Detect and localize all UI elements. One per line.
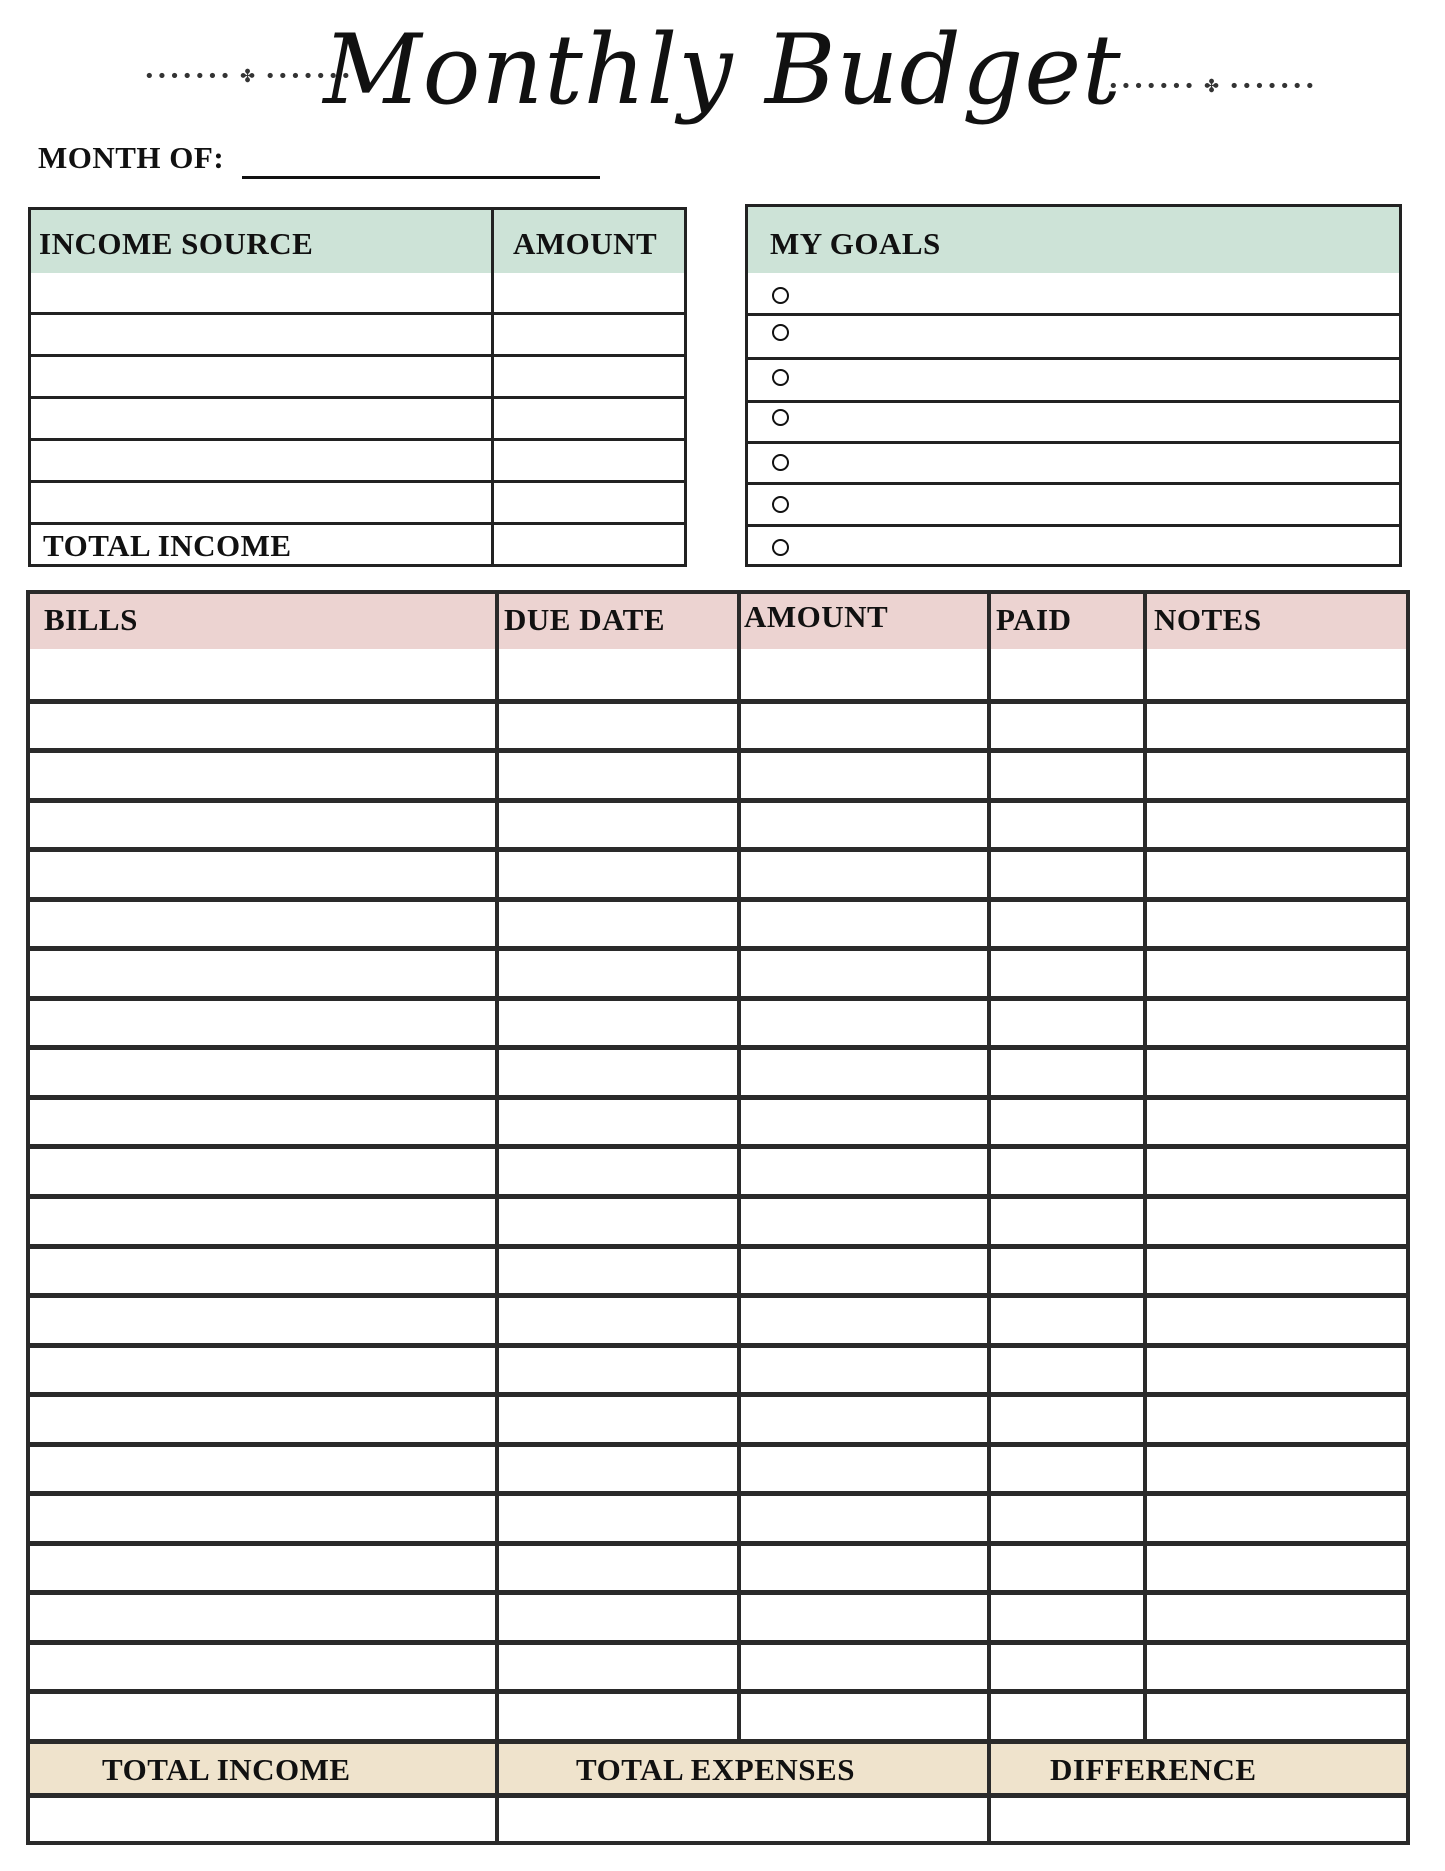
goals-row-line bbox=[748, 357, 1399, 360]
bills-row-line bbox=[30, 946, 1406, 951]
income-amount-header: AMOUNT bbox=[513, 226, 658, 261]
bills-column-divider bbox=[987, 594, 991, 1739]
goal-checkbox[interactable] bbox=[772, 496, 789, 513]
ornament-right: ••••••• ✤ ••••••• bbox=[1108, 76, 1318, 97]
bills-row-line bbox=[30, 1689, 1406, 1694]
bills-row-line bbox=[30, 897, 1406, 902]
goal-checkbox[interactable] bbox=[772, 324, 789, 341]
income-row-line bbox=[31, 312, 684, 315]
month-of-field[interactable] bbox=[242, 176, 600, 179]
income-row-line bbox=[31, 480, 684, 483]
bills-col-due-date: DUE DATE bbox=[504, 602, 666, 637]
bills-row-line bbox=[30, 699, 1406, 704]
goals-row-line bbox=[748, 441, 1399, 444]
bills-row-line bbox=[30, 996, 1406, 1001]
bills-row-line bbox=[30, 1392, 1406, 1397]
goals-row-line bbox=[748, 400, 1399, 403]
summary-top-line bbox=[30, 1739, 1406, 1744]
bills-row-line bbox=[30, 847, 1406, 852]
income-column-divider bbox=[491, 210, 494, 564]
bills-row-line bbox=[30, 1244, 1406, 1249]
goal-checkbox[interactable] bbox=[772, 287, 789, 304]
income-row-line bbox=[31, 438, 684, 441]
goal-checkbox[interactable] bbox=[772, 409, 789, 426]
goal-checkbox[interactable] bbox=[772, 539, 789, 556]
bills-row-line bbox=[30, 1541, 1406, 1546]
goal-checkbox[interactable] bbox=[772, 369, 789, 386]
bills-row-line bbox=[30, 1640, 1406, 1645]
goals-row-line bbox=[748, 313, 1399, 316]
bills-row-line bbox=[30, 1590, 1406, 1595]
summary-total-income: TOTAL INCOME bbox=[102, 1752, 351, 1787]
goals-row-line bbox=[748, 482, 1399, 485]
income-row-line bbox=[31, 522, 684, 525]
goals-table bbox=[745, 204, 1402, 567]
goals-header: MY GOALS bbox=[770, 226, 941, 261]
page-title: Monthly Budget bbox=[323, 14, 1122, 126]
bills-row-line bbox=[30, 748, 1406, 753]
goals-row-line bbox=[748, 524, 1399, 527]
goal-checkbox[interactable] bbox=[772, 454, 789, 471]
bills-row-line bbox=[30, 1293, 1406, 1298]
summary-divider bbox=[987, 1739, 991, 1841]
summary-difference: DIFFERENCE bbox=[1050, 1752, 1257, 1787]
bills-column-divider bbox=[495, 594, 499, 1739]
bills-row-line bbox=[30, 1343, 1406, 1348]
bills-column-divider bbox=[1143, 594, 1147, 1739]
bills-row-line bbox=[30, 798, 1406, 803]
income-table bbox=[28, 207, 687, 567]
summary-mid-line bbox=[30, 1793, 1406, 1798]
bills-col-notes: NOTES bbox=[1154, 602, 1262, 637]
bills-row-line bbox=[30, 1194, 1406, 1199]
bills-col-paid: PAID bbox=[996, 602, 1072, 637]
bills-row-line bbox=[30, 1442, 1406, 1447]
income-total-label: TOTAL INCOME bbox=[43, 528, 292, 563]
bills-row-line bbox=[30, 1144, 1406, 1149]
summary-total-expenses: TOTAL EXPENSES bbox=[576, 1752, 855, 1787]
bills-column-divider bbox=[737, 594, 741, 1739]
bills-col-bills: BILLS bbox=[44, 602, 138, 637]
month-of-label: MONTH OF: bbox=[38, 140, 225, 175]
bills-row-line bbox=[30, 1045, 1406, 1050]
summary-divider bbox=[495, 1739, 499, 1841]
bills-row-line bbox=[30, 1095, 1406, 1100]
bills-row-line bbox=[30, 1491, 1406, 1496]
income-row-line bbox=[31, 354, 684, 357]
ornament-left: ••••••• ✤ ••••••• bbox=[144, 66, 354, 87]
bills-col-amount: AMOUNT bbox=[744, 599, 889, 634]
income-row-line bbox=[31, 396, 684, 399]
bills-table bbox=[26, 590, 1410, 1845]
income-source-header: INCOME SOURCE bbox=[39, 226, 314, 261]
